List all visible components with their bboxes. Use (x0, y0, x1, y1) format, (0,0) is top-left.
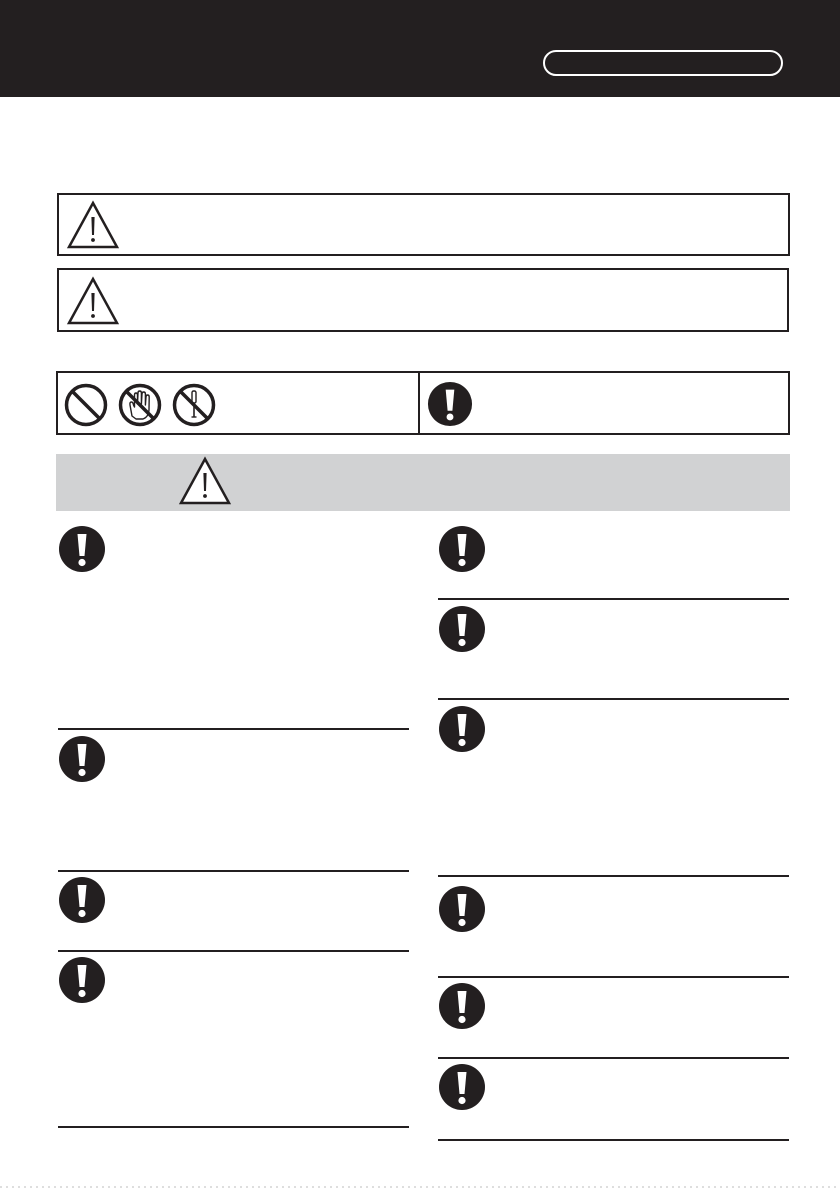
divider (438, 875, 789, 877)
caution-box (57, 268, 789, 332)
warning-triangle-icon (66, 276, 120, 326)
warning-box (57, 193, 790, 256)
mandatory-action-icon (58, 956, 106, 1004)
divider (438, 598, 789, 600)
divider (438, 1057, 789, 1059)
list-item (436, 1061, 789, 1139)
mandatory-action-icon (438, 885, 486, 933)
mandatory-action-icon (438, 605, 486, 653)
warning-triangle-icon (178, 456, 232, 506)
section-header-band (56, 454, 790, 511)
list-item (436, 603, 789, 698)
mandatory-action-icon (58, 876, 106, 924)
divider (58, 870, 409, 872)
do-not-touch-icon (118, 383, 162, 427)
prohibition-icon (64, 383, 108, 427)
do-not-disassemble-icon (172, 383, 216, 427)
page-edge-artifact (0, 1186, 840, 1188)
divider (438, 976, 789, 978)
divider (438, 698, 789, 700)
legend-divider (418, 371, 420, 435)
mandatory-action-icon (58, 735, 106, 783)
page-header (0, 0, 840, 97)
divider (58, 728, 409, 730)
list-item (56, 523, 409, 728)
mandatory-action-icon (438, 1063, 486, 1111)
divider (438, 1139, 789, 1141)
list-item (56, 733, 409, 871)
list-item (56, 954, 409, 1126)
divider (58, 1126, 409, 1128)
mandatory-action-icon (58, 525, 106, 573)
header-pill (543, 50, 783, 76)
mandatory-action-icon (438, 982, 486, 1030)
warning-triangle-icon (66, 200, 120, 250)
mandatory-action-icon (427, 381, 473, 427)
mandatory-action-icon (438, 525, 486, 573)
list-item (56, 874, 409, 950)
mandatory-action-icon (438, 705, 486, 753)
list-item (436, 523, 789, 598)
list-item (436, 980, 789, 1057)
divider (58, 950, 409, 952)
symbol-legend (56, 371, 790, 435)
list-item (436, 703, 789, 875)
list-item (436, 883, 789, 976)
